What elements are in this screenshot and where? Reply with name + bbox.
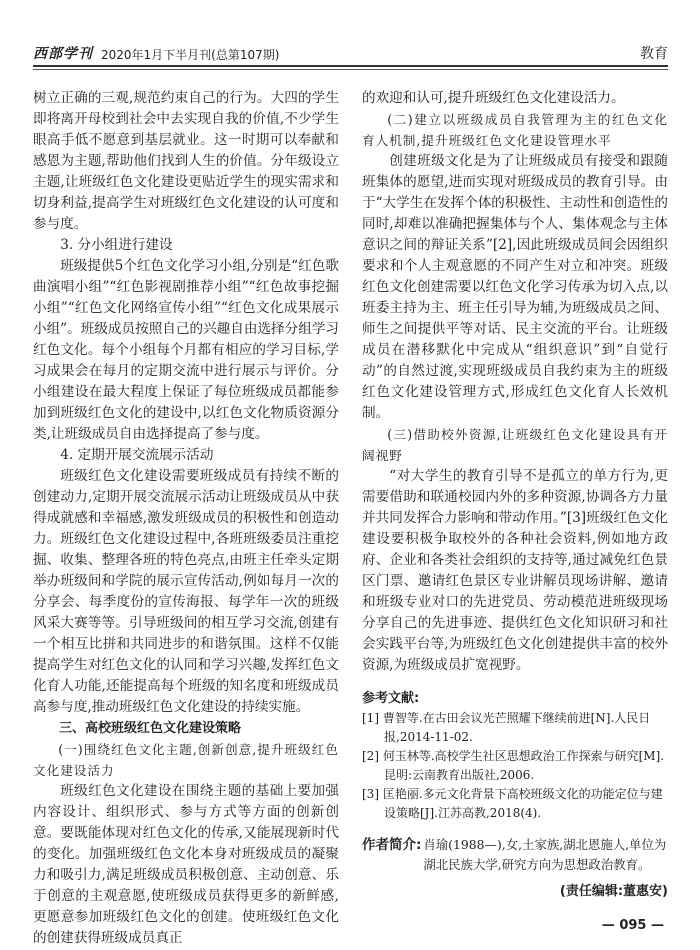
section-name: 教育 xyxy=(640,46,668,62)
subheading: (一)围绕红色文化主题,创新创意,提升班级红色文化建设活力 xyxy=(33,742,339,778)
page-number: — 095 — xyxy=(601,918,664,933)
author-bio-text: 肖瑜(1988—),女,土家族,湖北恩施人,单位为湖北民族大学,研究方向为思想政治教育。 xyxy=(423,837,667,872)
paragraph: 班级提供5个红色文化学习小组,分别是“红色歌曲演唱小组”“红色影视剧推荐小组”“红色故事挖掘小组”“红色文化网络宣传小组”“红色文化成果展示小组”。班级成员按照自己的兴趣自由选择分组学习红色文化。每个小组每个月都有相应的学习目标,学习成果会在每月的定期交流中进行展示与评价。分小组建设在最大程度上保证了每位班级成员都能参加到班级红色文化的建设中,以红色文化物质资源分类,让班级成员自由选择提高了参与度。 xyxy=(33,258,340,442)
editor-credit: (责任编辑:董惠安) xyxy=(559,884,668,899)
issue-info: 2020年1月下半月刊(总第107期) xyxy=(101,48,280,62)
section-heading: 三、高校班级红色文化建设策略 xyxy=(59,721,242,736)
references-title: 参考文献: xyxy=(362,691,420,706)
running-header xyxy=(33,45,668,67)
subheading: (三)借助校外资源,让班级红色文化建设具有开阔视野 xyxy=(362,427,668,463)
reference-item: [2] 何玉林等.高校学生社区思想政治工作探索与研究[M].昆明:云南教育出版社,2006. xyxy=(362,749,665,782)
author-bio xyxy=(362,835,668,875)
subsection-heading: 3. 分小组进行建设 xyxy=(60,237,173,253)
paragraph: 班级红色文化建设需要班级成员有持续不断的创建动力,定期开展交流展示活动让班级成员从中获得成就感和幸福感,激发班级成员的积极性和创造动力。班级红色文化建设过程中,各班班级委员注重挖掘、收集、整理各班的特色亮点,由班主任牵头定期举办班级间和学院的展示宣传活动,例如每月一次的分享会、每季度份的宣传海报、每学年一次的班级风采大赛等等。引导班级间的相互学习交流,创建有一个相互比拼和共同进步的和谐氛围。这样不仅能提高学生对红色文化的认同和学习兴趣,发挥红色文化育人功能,还能提高每个班级的知名度和班级成员高参与度,推动班级红色文化建设的持续实施。 xyxy=(33,468,339,715)
paragraph: 班级红色文化建设在围绕主题的基础上要加强内容设计、组织形式、参与方式等方面的创新创意。要既能体现对红色文化的传承,又能展现新时代的变化。加强班级红色文化本身对班级成员的凝聚力和吸引力,满足班级成员积极创意、主动创意、乐于创意的主观意愿,使班级成员获得更多的新鲜感,更愿意参加班级红色文化的创建。使班级红色文化的创建获得班级成员真正 xyxy=(33,783,339,946)
author-bio-label: 作者简介: xyxy=(362,837,422,853)
paragraph: 创建班级文化是为了让班级成员有接受和跟随班集体的愿望,进而实现对班级成员的教育引导。由于“大学生在发挥个体的积极性、主动性和创造性的同时,却难以准确把握集体与个人、集体观念与主体意识之间的辩证关系”[2],因此班级成员间会因组织要求和个人主观意愿的不同产生对立和冲突。班级红色文化创建需要以红色文化学习传承为切入点,以班委主持为主、班主任引导为辅,为班级成员之间、师生之间提供平等对话、民主交流的平台。让班级成员在潜移默化中完成从“组织意识”到“自觉行动”的自然过渡,实现班级成员自我约束为主的班级红色文化建设管理方式,形成红色文化育人长效机制。 xyxy=(362,153,669,421)
reference-item: [1] 曹智等.在古田会议光芒照耀下继续前进[N].人民日报,2014-11-02. xyxy=(362,711,651,744)
journal-logo: 西部学刊 xyxy=(33,46,93,62)
subheading: (二)建立以班级成员自我管理为主的红色文化育人机制,提升班级红色文化建设管理水平 xyxy=(362,112,668,148)
paragraph: 树立正确的三观,规范约束自己的行为。大四的学生即将离开母校到社会中去实现自我的价值,不少学生眼高手低不愿意到基层就业。这一时期可以奉献和感恩为主题,帮助他们找到人生的价值。分年级设立主题,让班级红色文化建设更贴近学生的现实需求和切身利益,提高学生对班级红色文化建设的认可度和参与度。 xyxy=(33,90,339,232)
left-column xyxy=(33,88,339,949)
reference-item: [3] 匡艳丽.多元文化背景下高校班级文化的功能定位与建设策略[J].江苏高教,2018(4). xyxy=(362,787,663,820)
paragraph: 的欢迎和认可,提升班级红色文化建设活力。 xyxy=(362,90,625,106)
subsection-heading: 4. 定期开展交流展示活动 xyxy=(60,447,214,463)
right-column xyxy=(362,88,668,902)
paragraph: “对大学生的教育引导不是孤立的单方行为,更需要借助和联通校园内外的多种资源,协调各方力量并共同发挥合力影响和带动作用。”[3]班级红色文化建设要积极争取校外的各种社会资料,例如地方政府、企业和各类社会组织的支持等,通过减免红色景区门票、邀请红色景区专业讲解员现场讲解、邀请和班级专业对口的先进党员、劳动模范进班级现场分享自己的先进事迹、提供红色文化知识研习和社会实践平台等,为班级红色文化创建提供丰富的校外资源,为班级成员扩宽视野。 xyxy=(362,468,668,673)
